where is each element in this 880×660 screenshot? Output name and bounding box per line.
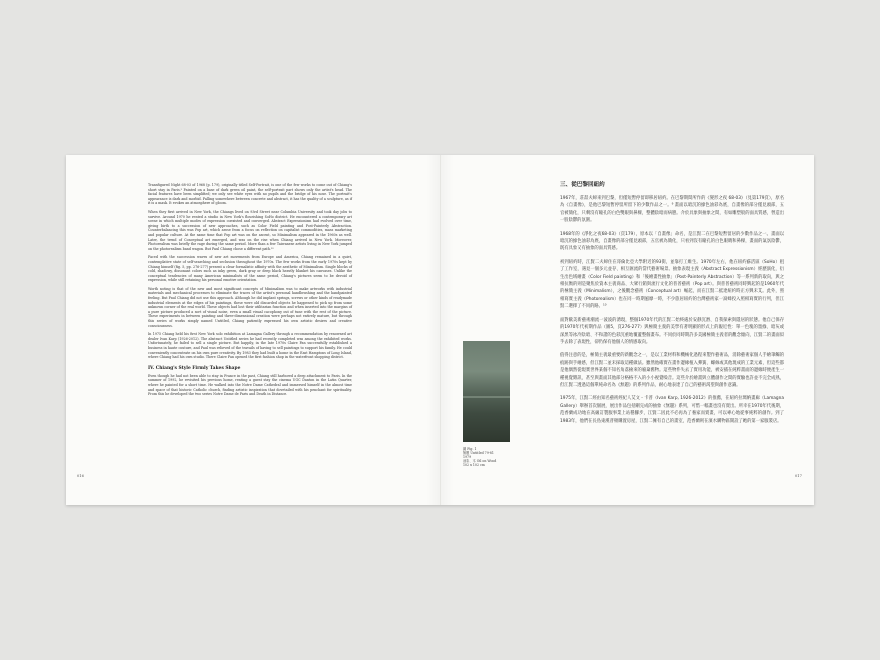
caption-dimensions: 102 x 102 cm	[463, 463, 485, 468]
artwork-plate-detail	[463, 396, 510, 398]
figure-caption	[463, 447, 523, 467]
book-spread	[66, 155, 814, 505]
right-paragraph-6: 1975年，江賢二經由知名藝術經紀人艾文・卡普（Ivan Karp, 1926-2012）的推薦，在紐約拉瑪納畫廊（Lamagna Gallery）舉辦首次個展，展出作品包括剛完成的抽象《無題》系列，可惜一幅畫也沒有賣出。所幸在1970年代後期，范香蘭成功地在高級訂製服事業上站穩腳步，江賢二因此不必再為了養家而賣畫，可以專心地從事純粹的創作。到了1983年，他們在長島東漢普頓購置房屋，江賢二擁有自己的畫室，范香蘭則在濱水購物區開設了她的第一家服裝店。	[560, 396, 784, 424]
page-number-right: 017	[795, 474, 802, 478]
caption-figure-number: 圖 Fig. 1	[463, 447, 477, 451]
artwork-plate-image	[463, 341, 510, 442]
right-paragraph-1: 1967年，莊喆夫婦來到巴黎，但僅短暫停留即移居紐約。在巴黎期間所作的《變形之夜 68-03》（見第179頁），原名為《自畫像》，是他巴黎短暫停留所留下的少數作品之一。⁹ 畫面以暗沉的綠色油彩為底，自畫像的部分僅見頭部，五官被簡化，只剩沒有瞳孔的白色雙眼與鼻樑，整體陰暗而病態。介於具象與抽象之間，有如雕塑般的面具質感，營造出一股陰鬱的氛圍。	[560, 196, 784, 224]
left-paragraph-5: In 1975 Chiang held his first New York solo exhibition at Lamagna Gallery through a recommendation by renowned art dealer Ivan Karp (1926-2012). The abstract Untitled series he had recently completed was among the exhibited works. Unfortunately, he failed to sell a single picture. But happily, in the late 1970s Claire Fan successfully established a business in haute couture, and Paul was relieved of the travails of having to sell paintings to support his family. He could conveniently concentrate on his own pure creativity. By 1983 they had built a home in the East Hamptons of Long Island, where Chiang had his own studio. There Claire Fan opened the first fashion shop in the waterfront shopping district.	[148, 332, 352, 360]
section-heading-english: IV. Chiang's Style Firmly Takes Shape	[148, 365, 241, 371]
caption-title: 無題 Untitled 79-81	[463, 451, 494, 456]
left-paragraph-4: Worth noting is that of the new and most significant concepts of Minimalism was to make artworks with industrial materials and mechanical processes to eliminate the traces of the artist's personal handbrushing and the handpainted feeling. But Paul Chiang did not use this approach. Although he did implant springs, screws or other kinds of readymade industrial elements at the edges of his paintings, these were old discarded objects he happened to pick up from some unknown corner of the real world. These objects had lost their utilitarian function and when inserted into the margins of a pure picture produced a sort of visual noise, even a small visual cacophony out of tune with the rest of the picture. These experiments in between painting and three-dimensional creation were perhaps not entirely mature, but through this series of works simply named Untitled, Chiang patiently expressed his own artistic desires and creative consciousness.	[148, 286, 352, 328]
left-paragraph-2: When they first arrived in New York, the Chiangs lived on 93rd Street near Columbia University and took day jobs to survive. Around 1970 he rented a studio in New York's flourishing SoHo district. He encountered a contemporary art scene in which multiple modes of expression coexisted and converged. Abstract Expressionism had evolved over time, giving birth to a succession of new approaches, such as Color Field painting and Post-Painterly Abstraction. Counterbalancing this was Pop art, which arose from a focus on reflection on capitalist commodities, mass marketing and popular culture. At the same time that Pop art was on the ascent, so Minimalism appeared in the 1960s as well. Later, the trend of Conceptual art emerged, and was on the rise when Chiang arrived in New York. Moreover, Photorealism was briefly the rage during the same period. More than a few Taiwanese artists living in New York jumped on the photorealism band wagon. But Paul Chiang chose a different path.¹⁰	[148, 209, 352, 251]
left-page-text-column	[148, 183, 352, 401]
right-paragraph-5: 值得注意的是，極簡主義最重要的新觀念之一，是以工業材料和機械化過程來製作藝術品，消除藝術家個人手繪筆觸的痕跡與手繪感，但江賢二並未採取這種做法。雖然他確實在畫作邊緣植入彈簧、螺絲或其他現成的工業元素，但這些都是他偶然從現實世界某個不知名角落撿來的廢棄舊物。這些物件失去了實用功能，被安插在純粹畫面的邊緣時便產生一種視覺雜訊，甚至與畫面其他部分格格不入的小小視覺噪音。這些介於繪畫與立體創作之間的實驗也許並不完全成熟，但江賢二透過這個單純命名為《無題》的系列作品，耐心地表達了自己的藝術渴望與創作意識。	[560, 353, 784, 388]
book-gutter	[440, 155, 441, 505]
caption-year: 1979	[463, 455, 472, 460]
right-paragraph-3: 初到紐約時，江賢二夫婦住在哥倫比亞大學附近的93街，並靠打工維生。1970年左右，他在紐約蘇活區（SoHo）租了工作室，遇見一個多元並存、相互匯流的當代藝術場景。抽象表現主義（Abstract Expressionism）經歷演化，衍生出色域繪畫（Color Field painting）和「後繪畫性抽象」（Post-Painterly Abstraction）等一系列新的取向，與之相抗衡的則是聚焦於資本主義商品、大眾行銷與流行文化的普普藝術（Pop art）。與普普藝術同時興起的是1960年代的極簡主義（Minimalism），之後觀念藝術（Conceptual art）崛起，而在江賢二抵達紐約時正方興未艾。此外，照相寫實主義（Photorealism）也在同一時期風靡一時，不少旅居紐約的台灣藝術家一窩蜂投入照相寫實的行列，但江賢二選擇了不同的路。¹⁰	[560, 259, 784, 310]
left-paragraph-1: Transfigured Night 68-03 of 1968 (p. 179), originally titled Self-Portrait, is one of the few works to come out of Chiang's short stay in Paris.⁹ Painted on a base of dark green oil paint, the self-portrait part shows only the artist's head. The facial features have been simplified; we only see white eyes with no pupils and the bridge of his nose. The portrait's appearance is dark and morbid. Falling somewhere between concrete and abstract, it has the quality of a sculpture, as if it is a mask. It evokes an atmosphere of gloom.	[148, 183, 352, 206]
right-paragraph-2: 1968年的《淨化之夜68-03》（頁179），原本以「自畫像」命名，是江賢二在巴黎短暫留居的少數作品之一。畫面以暗沉的綠色油彩為底，自畫像的部分僅見頭部，五官被為簡化，只看到沒有瞳孔的白色眼睛和鼻樑，畫面的氣氛陰鬱，既有具象又有抽象的面具質感。	[560, 231, 784, 252]
page-number-left: 016	[77, 474, 84, 478]
right-page-text-column	[560, 182, 784, 431]
right-paragraph-4: 面對歐美新藝術潮流一波波的湧現，整個1970年代的江賢二始終處於安靜沉潛、自我探索與隱居的狀態。他自己保存的1970年代初期作品（圖5，頁276-277）與極簡主義的美學有著明顯的形式上的親近性：單一色塊的墨綠、暗灰或深黑等冰冷陰暗、不和諧的色彩沉重地覆蓋整個畫布。不同於同時期許多美國極簡主義者的觀念傾向，江賢二的畫面似乎去除了表現性，卻仍保有他個人的情感取向。	[560, 317, 784, 345]
section-heading-chinese: 三、從巴黎回紐約	[560, 182, 605, 188]
left-paragraph-6: Even though he had not been able to stay in France in the past, Chiang still harbored a deep attachment to Paris. In the summer of 1992, he revisited his previous home, renting a guest stay the cinema UGC Danton in the Latin Quarter, where he painted for a short time. He walked into the Notre Dame Cathedral and immersed himself in the almost time and space of that historic Catholic church, finding artistic inspiration that dovetailed with his penchant for spirituality. From this he developed the two series Notre Dame de Paris and Death in Distance.	[148, 373, 352, 397]
caption-medium: 油彩、木 Oil on Wood	[463, 459, 497, 464]
left-paragraph-3: Faced with the succession waves of new art movements from Europe and America, Chiang remained in a quiet, contemplative state of self-searching and seclusion throughout the 1970s. The few works from the early 1970s kept by Chiang himself (fig. 5, pp. 276-277) present a clear formalistic affinity with the aesthetic of Minimalism. Single blocks of cold, shadowy, dissonant colors such as inky green, dark gray or deep black heavily blanket his canvases. Unlike the conceptual tendencies of many American minimalists of the same period, Chiang's pictures seem to be devoid of expression, while still retaining his personal emotive orientation.	[148, 255, 352, 283]
